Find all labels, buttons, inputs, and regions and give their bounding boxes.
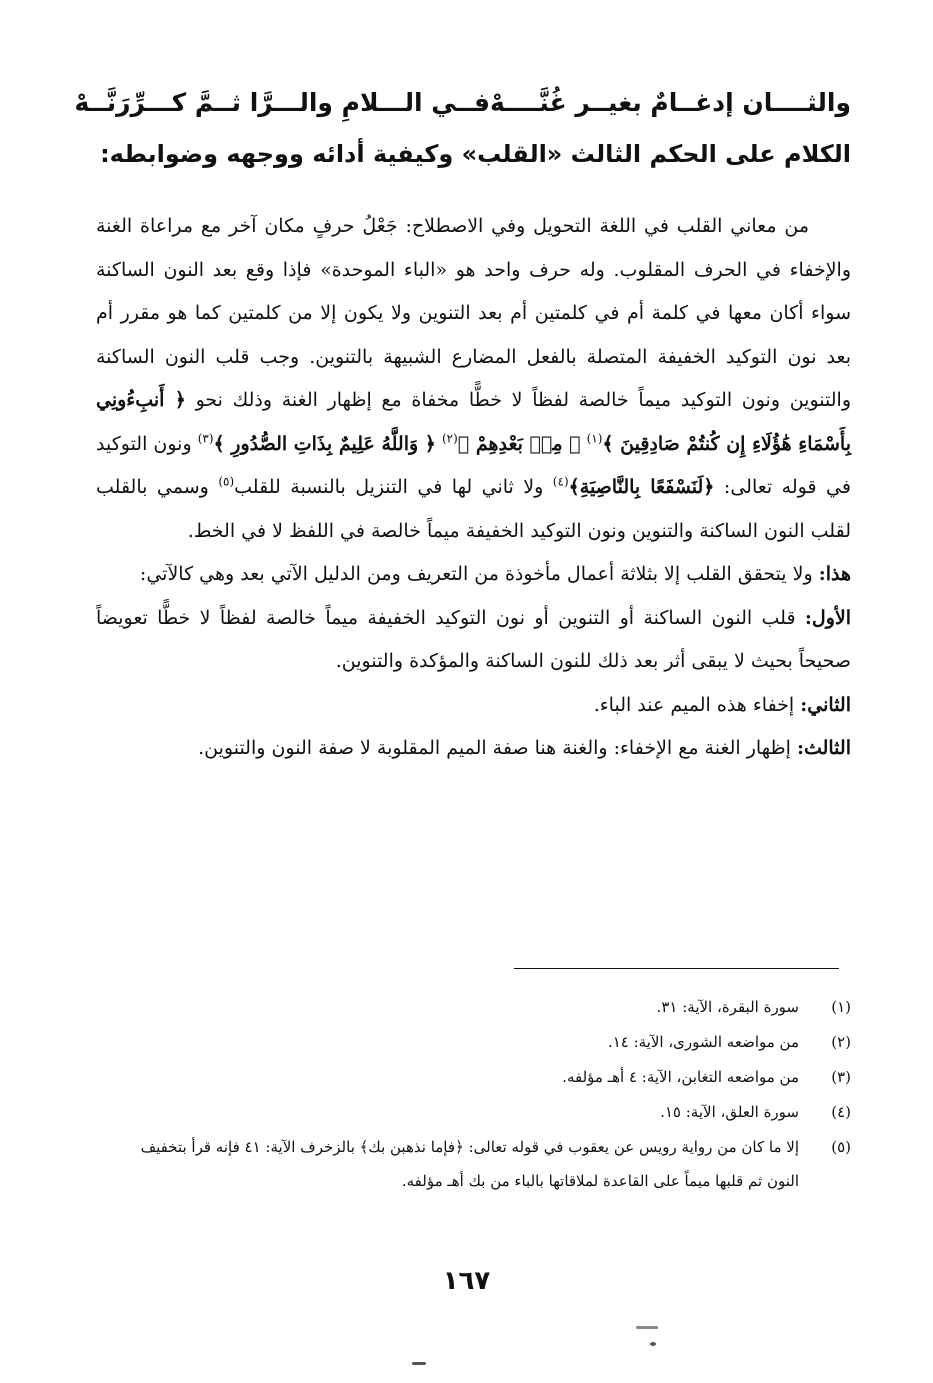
section-heading: الكلام على الحكم الثالث «القلب» وكيفية أدائه ووجهه وضوابطه: — [100, 140, 851, 168]
footnote-number: (١) — [831, 998, 851, 1016]
paragraph-label: الأول: — [804, 606, 851, 629]
paragraph-conditions — [96, 553, 851, 597]
footnote-ref[interactable]: (١) — [586, 431, 603, 446]
footnote-text: إلا ما كان من رواية رويس عن يعقوب في قوله تعالى: ﴿فإما نذهبن بك﴾ بالزخرف الآية: ٤١ فإنه قرأ بتخفيف النون ثم قلبها ميماً على القاعدة لملاقاتها بالباء من بك أهـ مؤلفه. — [140, 1138, 799, 1190]
footnote-item — [106, 1130, 851, 1198]
scan-speck — [412, 1362, 426, 1365]
paragraph-text: ولا ثاني لها في التنزيل بالنسبة للقلب — [234, 476, 544, 498]
paragraph-text: وسمي بالقلب لقلب النون الساكنة والتنوين ونون التوكيد الخفيفة ميماً خالصة في اللفظ لا في الخط. — [96, 476, 851, 542]
paragraph-text: إخفاء هذه الميم عند الباء. — [593, 693, 795, 716]
paragraph-label: الثاني: — [800, 693, 851, 716]
footnote-text: من مواضعه الشورى، الآية: ١٤. — [607, 1033, 799, 1051]
footnote-text: سورة البقرة، الآية: ٣١. — [656, 998, 799, 1016]
body-text — [96, 205, 851, 771]
footnote-number: (٢) — [831, 1033, 851, 1051]
footnote-ref[interactable]: (٤) — [552, 474, 569, 489]
paragraph-third — [96, 727, 851, 771]
footnote-text: سورة العلق، الآية: ١٥. — [660, 1103, 799, 1121]
paragraph-text: ولا يتحقق القلب إلا بثلاثة أعمال مأخوذة من التعريف ومن الدليل الآتي بعد وهي كالآتي: — [139, 563, 813, 585]
footnote-ref[interactable]: (٣) — [197, 431, 214, 446]
paragraph-text: ونون التوكيد في قوله تعالى: — [96, 432, 851, 498]
paragraph-definition — [96, 205, 851, 553]
footnote-item — [106, 1025, 851, 1060]
footnote-number: (٤) — [831, 1103, 851, 1121]
footnote-ref[interactable]: (٢) — [441, 431, 458, 446]
footnote-item — [106, 1095, 851, 1130]
footnote-item — [106, 990, 851, 1025]
scan-speck — [636, 1326, 658, 1329]
paragraph-label: الثالث: — [796, 737, 851, 759]
footnote-number: (٥) — [831, 1138, 851, 1156]
footnote-divider — [514, 968, 839, 969]
footnote-item — [106, 1060, 851, 1095]
paragraph-text: إظهار الغنة مع الإخفاء: والغنة هنا صفة الميم المقلوبة لا صفة النون والتنوين. — [198, 737, 791, 759]
paragraph-second — [96, 684, 851, 728]
quran-quote: ﴿ أَنبِءُونِي بِأَسْمَاءِ هَٰؤُلَاءِ إِن كُنتُمْ صَادِقِينَ ﴾ — [96, 389, 851, 455]
paragraph-label: هذا: — [818, 563, 851, 585]
verse-line — [74, 88, 851, 117]
quran-quote: ﴿لَنَسْفَعًا بِالنَّاصِيَةِ﴾ — [568, 476, 715, 498]
paragraph-text: من معاني القلب في اللغة التحويل وفي الاصطلاح: جَعْلُ حرفٍ مكان آخر مع مراعاة الغنة والإخفاء في الحرف المقلوب. وله حرف واحد هو «الباء الموحدة» فإذا وقع بعد النون الساكنة سواء أكان معها في كلمة أم في كلمتين أم بعد التنوين ولا يكون إلا من كلمتين كما هو مقرر أم بعد نون التوكيد الخفيفة المتصلة بالفعل المضارع الشبيهة بالتنوين. وجب قلب النون الساكنة والتنوين ونون التوكيد ميماً خالصة لفظاً لا خطًّا مخفاة مع إظهار الغنة وذلك نحو — [96, 215, 851, 411]
verse-hemistich-right: والثــــان إدغــامٌ بغيــر غُنَّــــهْ — [490, 88, 851, 117]
footnotes — [106, 990, 851, 1198]
footnote-ref[interactable]: (٥) — [218, 474, 235, 489]
quran-quote: ﴿ وَاللَّهُ عَلِيمٌ بِذَاتِ الصُّدُورِ ﴾ — [213, 432, 436, 455]
paragraph-text: قلب النون الساكنة أو التنوين أو نون التوكيد الخفيفة ميماً خالصة لفظاً لا خطًّا تعويضاً صحيحاً بحيث لا يبقى أثر بعد ذلك للنون الساكنة والمؤكدة والتنوين. — [96, 606, 851, 672]
footnote-text: من مواضعه التغابن، الآية: ٤ أهـ مؤلفه. — [562, 1068, 799, 1086]
paragraph-first — [96, 597, 851, 684]
footnote-number: (٣) — [831, 1068, 851, 1086]
verse-hemistich-left: فــي الـــلامِ والـــرَّا ثــمَّ كـــرِّرَنَّــهْ — [74, 88, 491, 117]
page-number: ١٦٧ — [442, 1266, 491, 1296]
quran-quote: ﴿ مِنۢ بَعْدِهِمْ ﴾ — [457, 432, 581, 455]
scan-speck — [650, 1342, 656, 1346]
